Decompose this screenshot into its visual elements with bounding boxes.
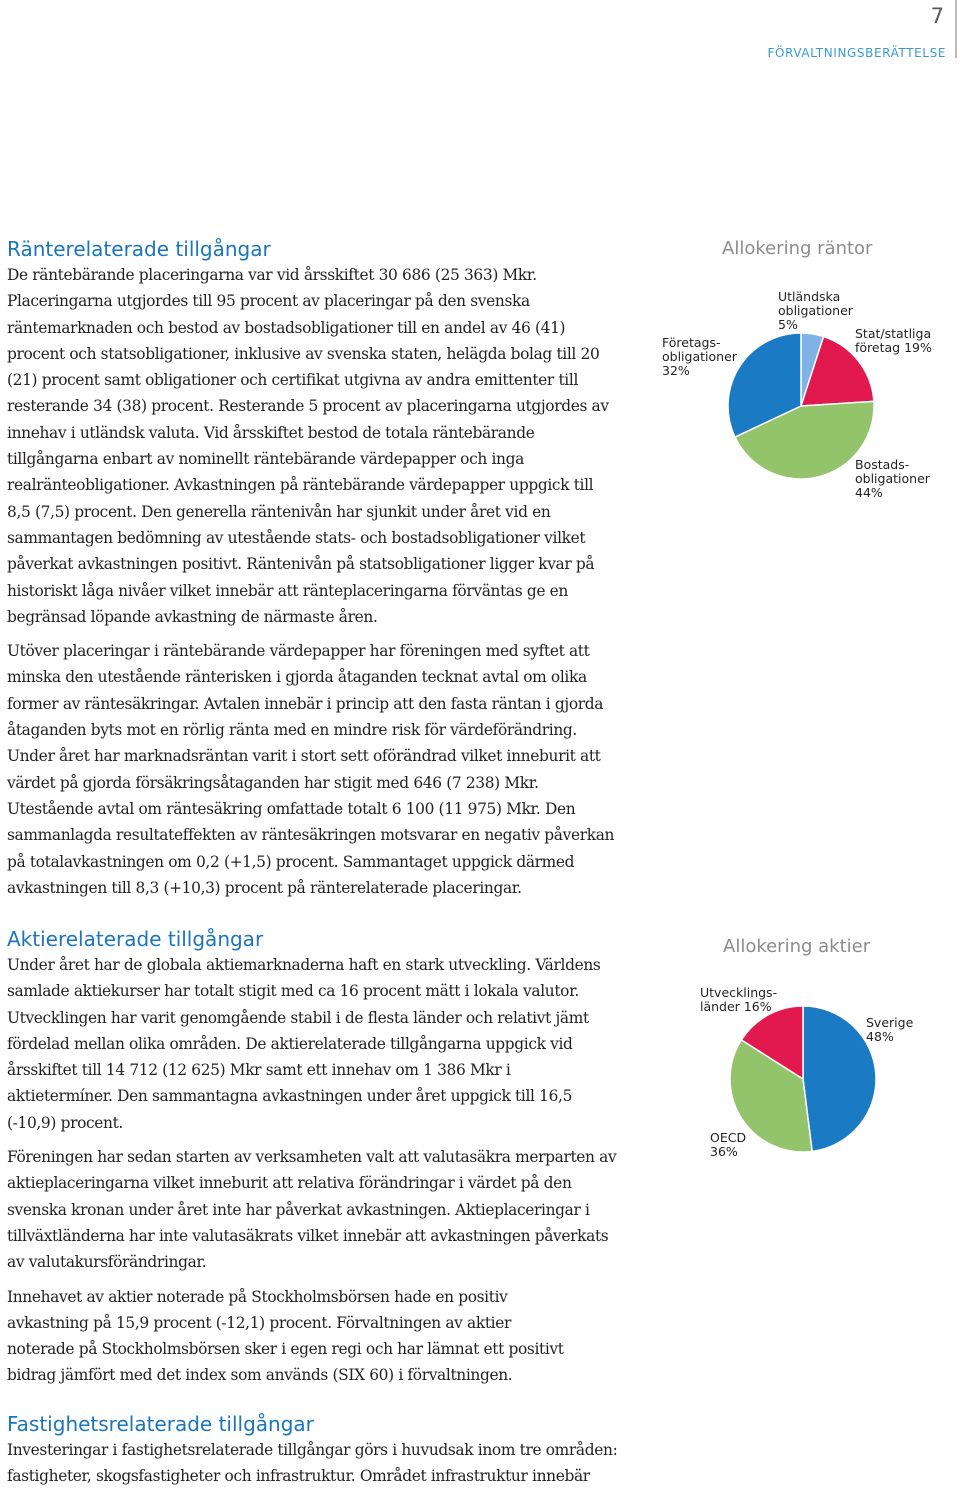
pie-label-state-bonds: Stat/statliga företag 19% bbox=[855, 326, 932, 355]
pie-chart-equity bbox=[728, 1004, 878, 1154]
section-heading-interest: Ränterelaterade tillgångar bbox=[7, 237, 271, 261]
paragraph: Utöver placeringar i räntebärande värdepapper har föreningen med syftet att minska den utestående ränterisken i gjorda åtaganden tecknat avtal om olika former av räntesäkringar. Avtalen innebär i princip att den fasta räntan i gjorda åtaganden byts mot en rörlig ränta med en mindre risk för värdeförändring. Under året har marknadsräntan varit i stort sett oförändrad vilket inneburit att värdet på gjorda försäkringsåtaganden har stigit med 646 (7 238) Mkr. Utestående avtal om räntesäkring omfattade totalt 6 100 (11 975) Mkr. Den sammanlagda resultateffekten av räntesäkringen motsvarar en negativ påverkan på totalavkastningen om 0,2 (+1,5) procent. Sammantaget uppgick därmed avkastningen till 8,3 (+10,3) procent på ränterelaterade placeringar. bbox=[7, 642, 615, 897]
section-heading-property: Fastighetsrelaterade tillgångar bbox=[7, 1412, 314, 1436]
section-property-assets bbox=[7, 1411, 619, 1498]
paragraph: Under året har de globala aktiemarknaderna haft en stark utveckling. Världens samlade aktiekurser har totalt stigit med ca 16 procent mätt i lokala valutor. Utvecklingen har varit genomgående stabil i de flesta länder och relativt jämt fördelad mellan olika områden. De aktierelaterade tillgångarna uppgick vid årsskiftet till 14 712 (12 625) Mkr samt ett innehav om 1 386 Mkr i aktietermíner. Den sammantagna avkastningen under året uppgick till 16,5 (-10,9) procent. bbox=[7, 956, 601, 1132]
chart-title-equity: Allokering aktier bbox=[723, 936, 871, 957]
paragraph: Föreningen har sedan starten av verksamheten valt att valutasäkra merparten av aktieplaceringarna vilket inneburit att relativa förändringar i värdet på den svenska kronan under året inte har påverkat avkastningen. Aktieplaceringar i tillväxtländerna har inte valutasäkrats vilket innebär att avkastningen påverkats av valutakursförändringar. bbox=[7, 1148, 617, 1272]
section-equity-assets bbox=[7, 926, 619, 1397]
pie-label-emerging-markets: Utvecklings- länder 16% bbox=[700, 985, 778, 1014]
paragraph: De räntebärande placeringarna var vid årsskiftet 30 686 (25 363) Mkr. Placeringarna utgjordes till 95 procent av placeringar på den svenska räntemarknaden och bestod av bostadsobligationer till en andel av 46 (41) procent och statsobligationer, inklusive av svenska staten, helägda bolag till 20 (21) procent samt obligationer och certifikat utgivna av andra emittenter till resterande 34 (38) procent. Resterande 5 procent av placeringarna utgjordes av innehav i utländsk valuta. Vid årsskiftet bestod de totala räntebärande tillgångarna enbart av nominellt räntebärande värdepapper och inga realränteobligationer. Avkastningen på räntebärande värdepapper uppgick till 8,5 (7,5) procent. Den generella räntenivån har sjunkit under året vid en sammantagen bedömning av utestående stats- och bostadsobligationer vilket påverkat avkastningen positivt. Räntenivån på statsobligationer ligger kvar på historiskt låga nivåer vilket innebär att ränteplaceringarna förväntas ge en begränsad löpande avkastning de närmaste åren. bbox=[7, 266, 609, 626]
page-edge-rule bbox=[955, 0, 957, 58]
pie-label-foreign-bonds: Utländska obligationer 5% bbox=[778, 289, 853, 332]
pie-chart-interest bbox=[726, 331, 876, 481]
pie-label-housing-bonds: Bostads- obligationer 44% bbox=[855, 457, 930, 500]
running-head: FÖRVALTNINGSBERÄTTELSE bbox=[767, 46, 946, 60]
section-heading-equity: Aktierelaterade tillgångar bbox=[7, 927, 264, 951]
chart-title-interest: Allokering räntor bbox=[722, 238, 873, 259]
paragraph: Innehavet av aktier noterade på Stockholmsbörsen hade en positiv avkastning på 15,9 procent (-12,1) procent. Förvaltningen av aktier noterade på Stockholmsbörsen sker i egen regi och har lämnat ett positivt bidrag jämfört med det index som används (SIX 60) i förvaltningen. bbox=[7, 1287, 564, 1385]
section-interest-assets bbox=[7, 236, 619, 909]
paragraph: Investeringar i fastighetsrelaterade tillgångar görs i huvudsak inom tre områden: fastigheter, skogsfastigheter och infrastruktur. Området infrastruktur innebär bbox=[7, 1441, 618, 1486]
page-number: 7 bbox=[930, 4, 944, 28]
pie-label-oecd: OECD 36% bbox=[710, 1130, 747, 1159]
pie-label-sweden: Sverige 48% bbox=[866, 1015, 914, 1044]
pie-label-corporate-bonds: Företags- obligationer 32% bbox=[662, 335, 737, 378]
